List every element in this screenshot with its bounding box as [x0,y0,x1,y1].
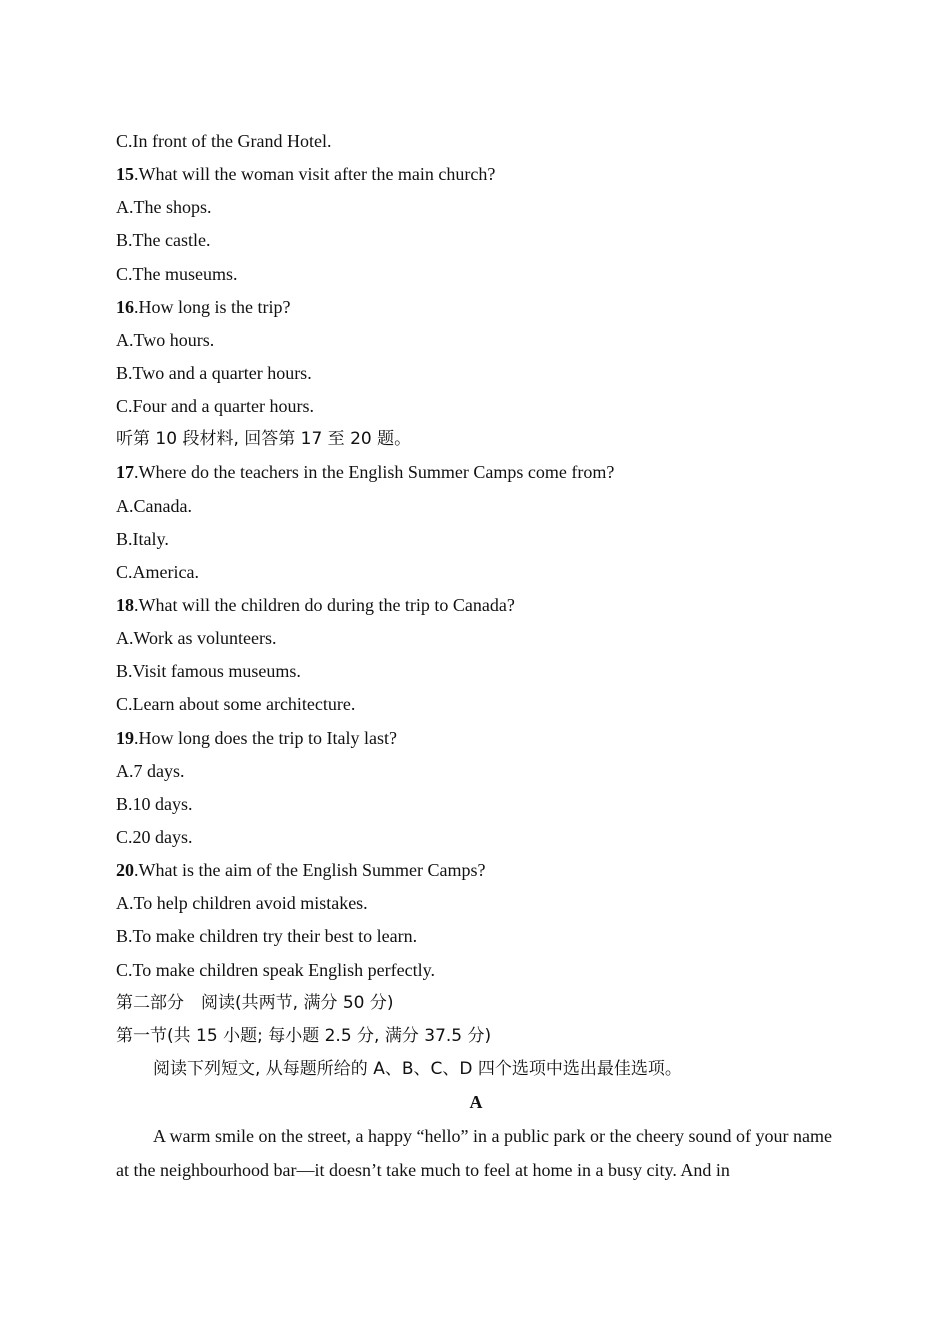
answer-option [116,622,836,655]
line-text: 阅读下列短文, 从每题所给的 A、B、C、D 四个选项中选出最佳选项。 [153,1058,682,1079]
section-heading [116,423,836,456]
answer-option [116,954,836,987]
answer-option [116,523,836,556]
question-list [116,125,836,1086]
line-text: .What will the children do during the trip to Canada? [134,594,515,615]
question-number: 20 [116,860,134,881]
answer-option [116,125,836,158]
answer-option [116,655,836,688]
question-stem [116,291,836,324]
line-text: B.To make children try their best to learn. [116,926,418,947]
answer-option [116,490,836,523]
line-text: B.Two and a quarter hours. [116,362,312,383]
line-text: .What will the woman visit after the main church? [134,164,496,185]
line-text: A.Canada. [116,495,192,516]
line-text: B.The castle. [116,230,211,251]
answer-option [116,920,836,953]
reading-passage: A warm smile on the street, a happy “hello” in a public park or the cheery sound of your name at the neighbourhood bar—it doesn’t take much to feel at home in a busy city. And in [116,1126,832,1181]
question-stem [116,158,836,191]
question-number: 19 [116,727,134,748]
line-text: B.Visit famous museums. [116,661,301,682]
question-stem [116,854,836,887]
section-heading [116,1020,836,1053]
section-heading [116,987,836,1020]
line-text: 听第 10 段材料, 回答第 17 至 20 题。 [116,429,412,450]
line-text: .How long does the trip to Italy last? [134,727,397,748]
answer-option [116,887,836,920]
line-text: C.In front of the Grand Hotel. [116,131,332,151]
answer-option [116,688,836,721]
line-text: C.Four and a quarter hours. [116,396,314,417]
answer-option [116,191,836,224]
answer-option [116,324,836,357]
answer-option [116,390,836,423]
answer-option [116,357,836,390]
question-number: 15 [116,164,134,185]
question-stem [116,589,836,622]
line-text: .Where do the teachers in the English Summer Camps come from? [134,462,615,483]
line-text: 第二部分 阅读(共两节, 满分 50 分) [116,992,394,1013]
line-text: C.America. [116,561,199,582]
answer-option [116,258,836,291]
line-text: .How long is the trip? [134,296,291,317]
question-number: 16 [116,296,134,317]
question-number: 18 [116,594,134,615]
line-text: 第一节(共 15 小题; 每小题 2.5 分, 满分 37.5 分) [116,1025,492,1046]
answer-option [116,755,836,788]
answer-option [116,556,836,589]
line-text: A.To help children avoid mistakes. [116,893,368,914]
line-text: C.To make children speak English perfectly. [116,959,435,980]
question-stem [116,722,836,755]
question-stem [116,456,836,489]
line-text: B.10 days. [116,793,193,814]
line-text: A.Work as volunteers. [116,628,277,649]
document-page [116,125,836,1187]
answer-option [116,788,836,821]
section-heading [116,1053,836,1086]
line-text: C.The museums. [116,263,238,284]
line-text: A.The shops. [116,197,212,218]
line-text: A.Two hours. [116,329,215,350]
answer-option [116,224,836,257]
line-text: A.7 days. [116,760,185,781]
section-title: A [469,1092,483,1113]
line-text: .What is the aim of the English Summer Camps? [134,860,486,881]
line-text: B.Italy. [116,528,169,549]
line-text: C.Learn about some architecture. [116,694,356,715]
question-number: 17 [116,462,134,483]
answer-option [116,821,836,854]
line-text: C.20 days. [116,826,193,847]
